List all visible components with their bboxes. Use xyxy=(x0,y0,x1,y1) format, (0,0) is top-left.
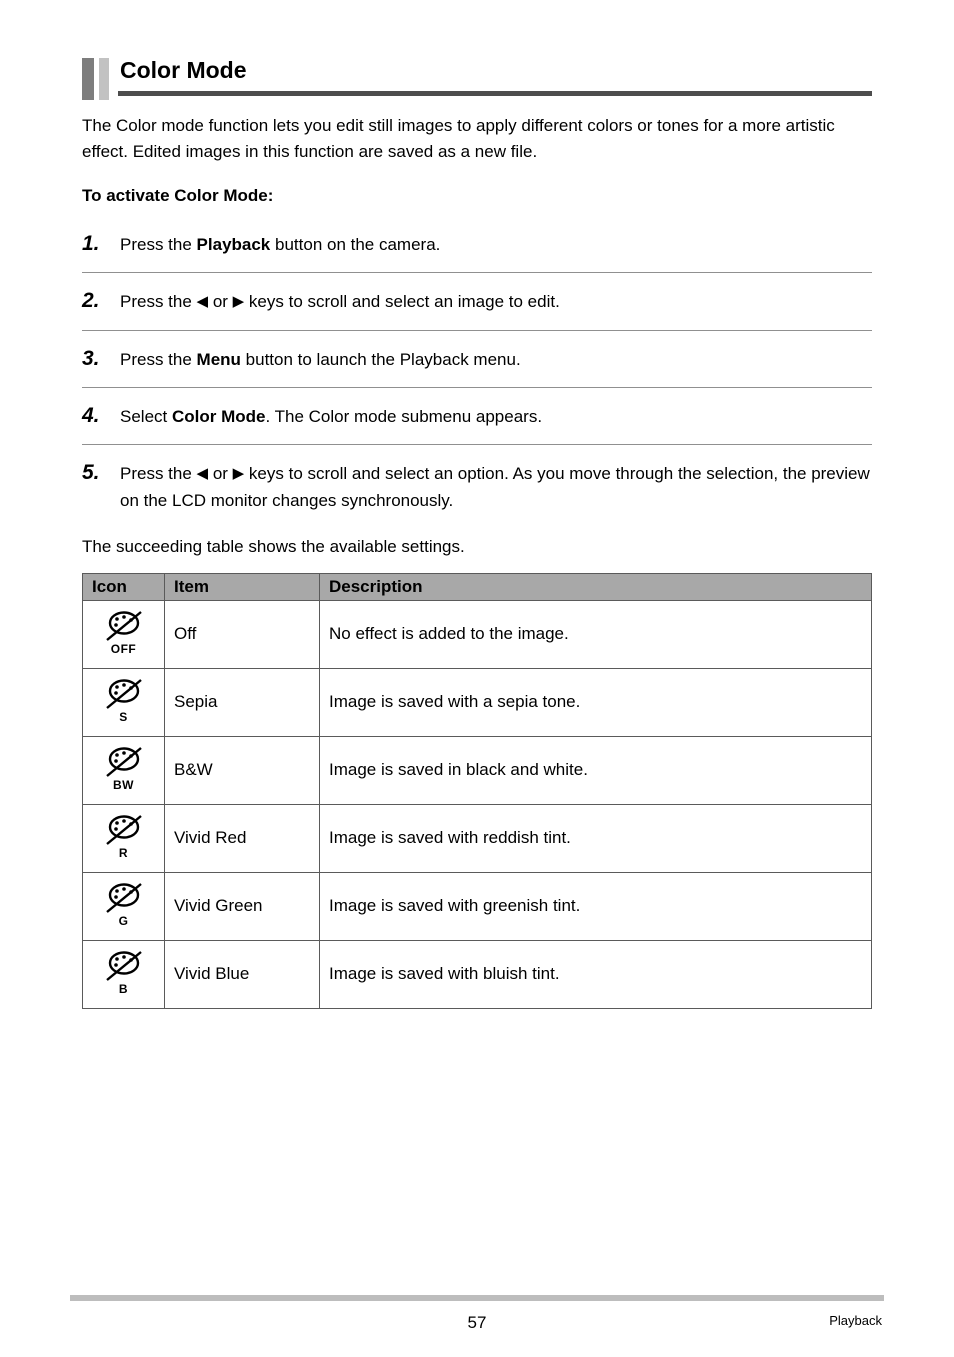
step-2 xyxy=(82,273,872,315)
step-text-segment: or xyxy=(208,292,233,312)
step-text xyxy=(120,288,872,315)
icon-label: B xyxy=(118,981,129,996)
step-4 xyxy=(82,388,872,430)
icon-label: G xyxy=(118,913,129,928)
item-cell: B&W xyxy=(165,736,320,804)
header-bar-light xyxy=(99,58,109,100)
page-footer xyxy=(70,1295,884,1335)
color-mode-settings-table xyxy=(82,573,872,1009)
palette-glyph xyxy=(104,813,144,847)
table-row xyxy=(83,872,872,940)
step-1 xyxy=(82,216,872,258)
icon-cell xyxy=(83,736,165,804)
palette-glyph xyxy=(104,881,144,915)
step-number: 2. xyxy=(82,289,100,313)
footer-row xyxy=(70,1313,884,1335)
step-number: 5. xyxy=(82,461,100,485)
icon-label: S xyxy=(119,709,128,724)
header-bar-dark xyxy=(82,58,94,100)
step-number: 4. xyxy=(82,404,100,428)
item-cell: Off xyxy=(165,600,320,668)
step-text-segment: Press the xyxy=(120,292,197,312)
step-text-segment: Select xyxy=(120,407,172,427)
page-title: Color Mode xyxy=(120,57,247,83)
description-cell: No effect is added to the image. xyxy=(320,600,872,668)
description-cell: Image is saved with greenish tint. xyxy=(320,872,872,940)
page-number: 57 xyxy=(467,1313,487,1332)
step-text xyxy=(120,460,872,514)
column-header-description: Description xyxy=(320,573,872,600)
palette-vivid-green-icon xyxy=(101,881,147,927)
step-text-segment: or xyxy=(208,464,233,484)
item-cell: Vivid Red xyxy=(165,804,320,872)
column-header-icon: Icon xyxy=(83,573,165,600)
description-cell: Image is saved with reddish tint. xyxy=(320,804,872,872)
left-arrow-icon: ◀ xyxy=(196,465,209,483)
icon-cell xyxy=(83,804,165,872)
step-text-bold: Playback xyxy=(196,235,271,254)
palette-vivid-red-icon xyxy=(101,813,147,859)
icon-cell xyxy=(83,668,165,736)
step-text-segment: Press the xyxy=(120,464,197,484)
step-text-bold: Menu xyxy=(196,349,241,369)
step-3 xyxy=(82,331,872,373)
step-number: 1. xyxy=(82,232,100,255)
palette-sepia-icon xyxy=(101,677,147,723)
step-text-segment: Press the xyxy=(120,235,197,254)
step-number: 3. xyxy=(82,346,100,370)
step-text-segment: button to launch the Playback menu. xyxy=(240,349,521,369)
footer-rule xyxy=(70,1295,884,1301)
step-text-segment: keys to scroll and select an image to edit. xyxy=(244,292,560,312)
icon-cell xyxy=(83,600,165,668)
table-row xyxy=(83,668,872,736)
palette-glyph xyxy=(104,949,144,983)
item-cell: Vivid Blue xyxy=(165,940,320,1008)
section-header xyxy=(82,56,872,100)
item-cell: Sepia xyxy=(165,668,320,736)
right-arrow-icon: ▶ xyxy=(232,465,245,483)
footer-section-label: Playback xyxy=(829,1313,882,1328)
table-row xyxy=(83,940,872,1008)
palette-bw-icon xyxy=(101,745,147,791)
palette-vivid-blue-icon xyxy=(101,949,147,995)
palette-glyph xyxy=(104,677,144,711)
step-text-segment: . The Color mode submenu appears. xyxy=(265,407,543,427)
activate-heading: To activate Color Mode: xyxy=(82,186,274,205)
intro-paragraph: The Color mode function lets you edit still images to apply different colors or tones for a more artistic effect. Edited images in this function are saved as a new file. xyxy=(82,116,835,161)
table-intro: The succeeding table shows the available settings. xyxy=(82,537,465,557)
step-text xyxy=(120,231,872,258)
step-5 xyxy=(82,445,872,514)
palette-off-icon xyxy=(101,609,147,655)
icon-label: R xyxy=(118,845,129,860)
item-cell: Vivid Green xyxy=(165,872,320,940)
description-cell: Image is saved with bluish tint. xyxy=(320,940,872,1008)
palette-glyph xyxy=(104,745,144,779)
table-header-row xyxy=(83,573,872,600)
table-row xyxy=(83,804,872,872)
steps-list xyxy=(82,216,872,514)
step-text-segment: Press the xyxy=(120,349,197,369)
left-arrow-icon: ◀ xyxy=(196,293,209,311)
description-cell: Image is saved in black and white. xyxy=(320,736,872,804)
icon-cell xyxy=(83,940,165,1008)
icon-cell xyxy=(83,872,165,940)
icon-label: BW xyxy=(113,777,134,792)
title-rule xyxy=(118,91,872,96)
step-text xyxy=(120,403,872,430)
step-text xyxy=(120,346,872,373)
table-row xyxy=(83,600,872,668)
header-accent-bars xyxy=(82,56,109,100)
step-text-segment: button on the camera. xyxy=(270,235,441,254)
title-area xyxy=(118,56,872,96)
icon-label: OFF xyxy=(110,641,137,656)
column-header-item: Item xyxy=(165,573,320,600)
step-text-segment: keys to scroll and select an option. As you move through the selection, the preview on the LCD monitor changes synchronously. xyxy=(120,464,870,510)
description-cell: Image is saved with a sepia tone. xyxy=(320,668,872,736)
step-text-bold: Color Mode xyxy=(171,407,266,427)
table-row xyxy=(83,736,872,804)
right-arrow-icon: ▶ xyxy=(232,293,245,311)
palette-glyph xyxy=(104,609,144,643)
